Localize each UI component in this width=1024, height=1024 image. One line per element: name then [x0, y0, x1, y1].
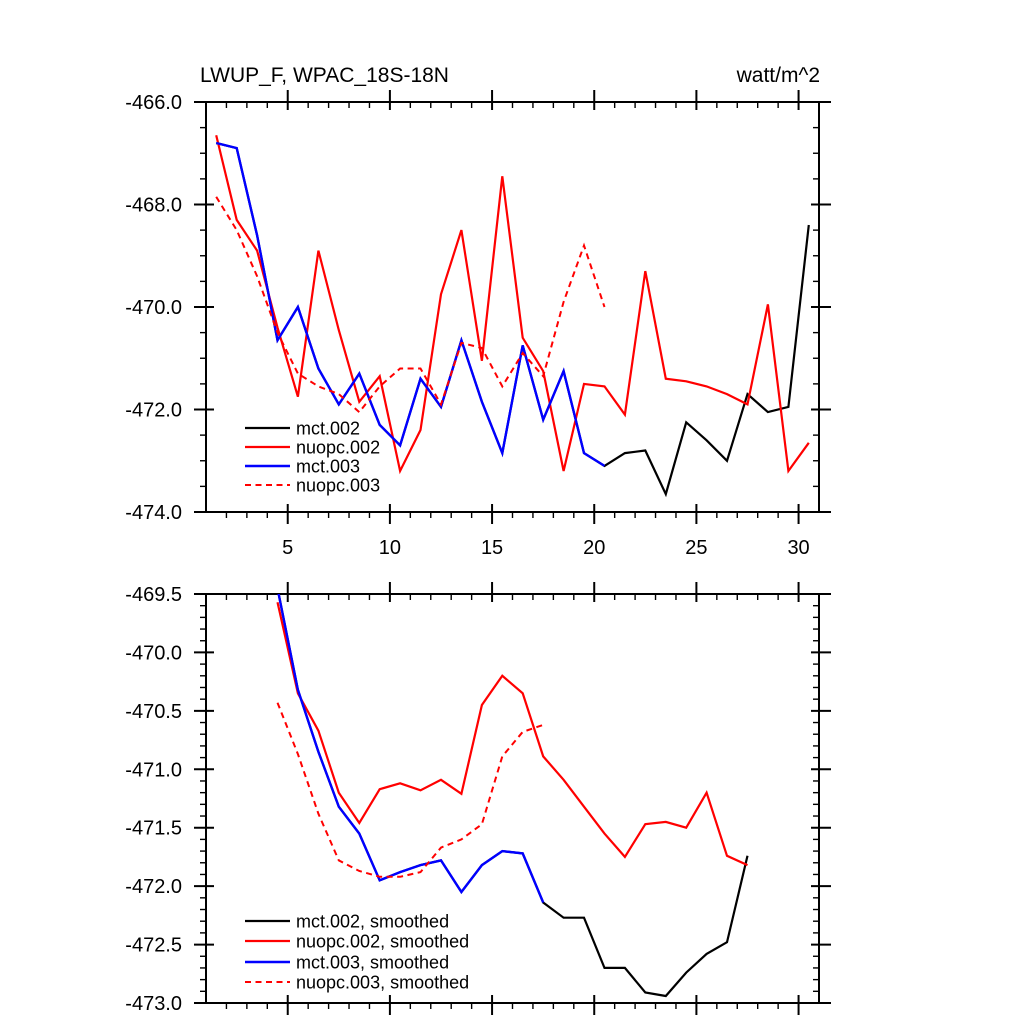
x-tick-label: 5 [282, 537, 294, 559]
panels-root [125, 90, 831, 1015]
legend-label-nuopc003-smoothed: nuopc.003, smoothed [296, 972, 470, 993]
legend-bottom [245, 911, 469, 992]
panel-bottom [125, 582, 831, 1015]
y-tick-label: -466.0 [125, 92, 182, 114]
chart-title: LWUP_F, WPAC_18S-18N [200, 64, 449, 87]
y-tick-label: -469.5 [125, 584, 182, 606]
series-line-mct-003-smoothed [278, 588, 544, 902]
y-tick-label: -471.0 [125, 759, 182, 782]
legend-label-nuopc002: nuopc.002 [296, 437, 381, 458]
panel-top [125, 90, 831, 559]
legend-label-nuopc002-smoothed: nuopc.002, smoothed [296, 931, 470, 952]
legend-top [245, 418, 380, 495]
x-tick-label: 10 [378, 537, 402, 559]
x-tick-label: 20 [583, 537, 606, 559]
y-tick-label: -468.0 [125, 194, 182, 217]
x-tick-label: 30 [787, 537, 810, 559]
y-tick-label: -470.5 [125, 700, 182, 723]
axis-ticks-top [194, 90, 831, 524]
legend-label-mct003-smoothed: mct.003, smoothed [296, 952, 450, 973]
series-line-nuopc-002-smoothed [278, 602, 748, 865]
legend-label-nuopc003: nuopc.003 [296, 475, 381, 496]
y-tick-label: -470.0 [125, 297, 182, 319]
y-tick-label: -472.0 [125, 399, 182, 422]
legend-label-mct002: mct.002 [296, 418, 361, 439]
y-tick-label: -471.5 [125, 817, 182, 840]
units-label: watt/m^2 [736, 64, 820, 87]
y-tick-label: -474.0 [125, 502, 182, 524]
x-tick-label: 25 [685, 537, 708, 559]
series-line-nuopc-003 [216, 197, 604, 412]
y-tick-label: -472.0 [125, 876, 182, 899]
legend-label-mct002-smoothed: mct.002, smoothed [296, 911, 450, 932]
y-tick-label: -470.0 [125, 642, 182, 665]
y-tick-label: -473.0 [125, 993, 182, 1015]
x-tick-label: 15 [480, 537, 504, 559]
legend-label-mct003: mct.003 [296, 456, 361, 477]
series-line-mct-003 [216, 143, 604, 466]
y-tick-label: -472.5 [125, 934, 182, 957]
